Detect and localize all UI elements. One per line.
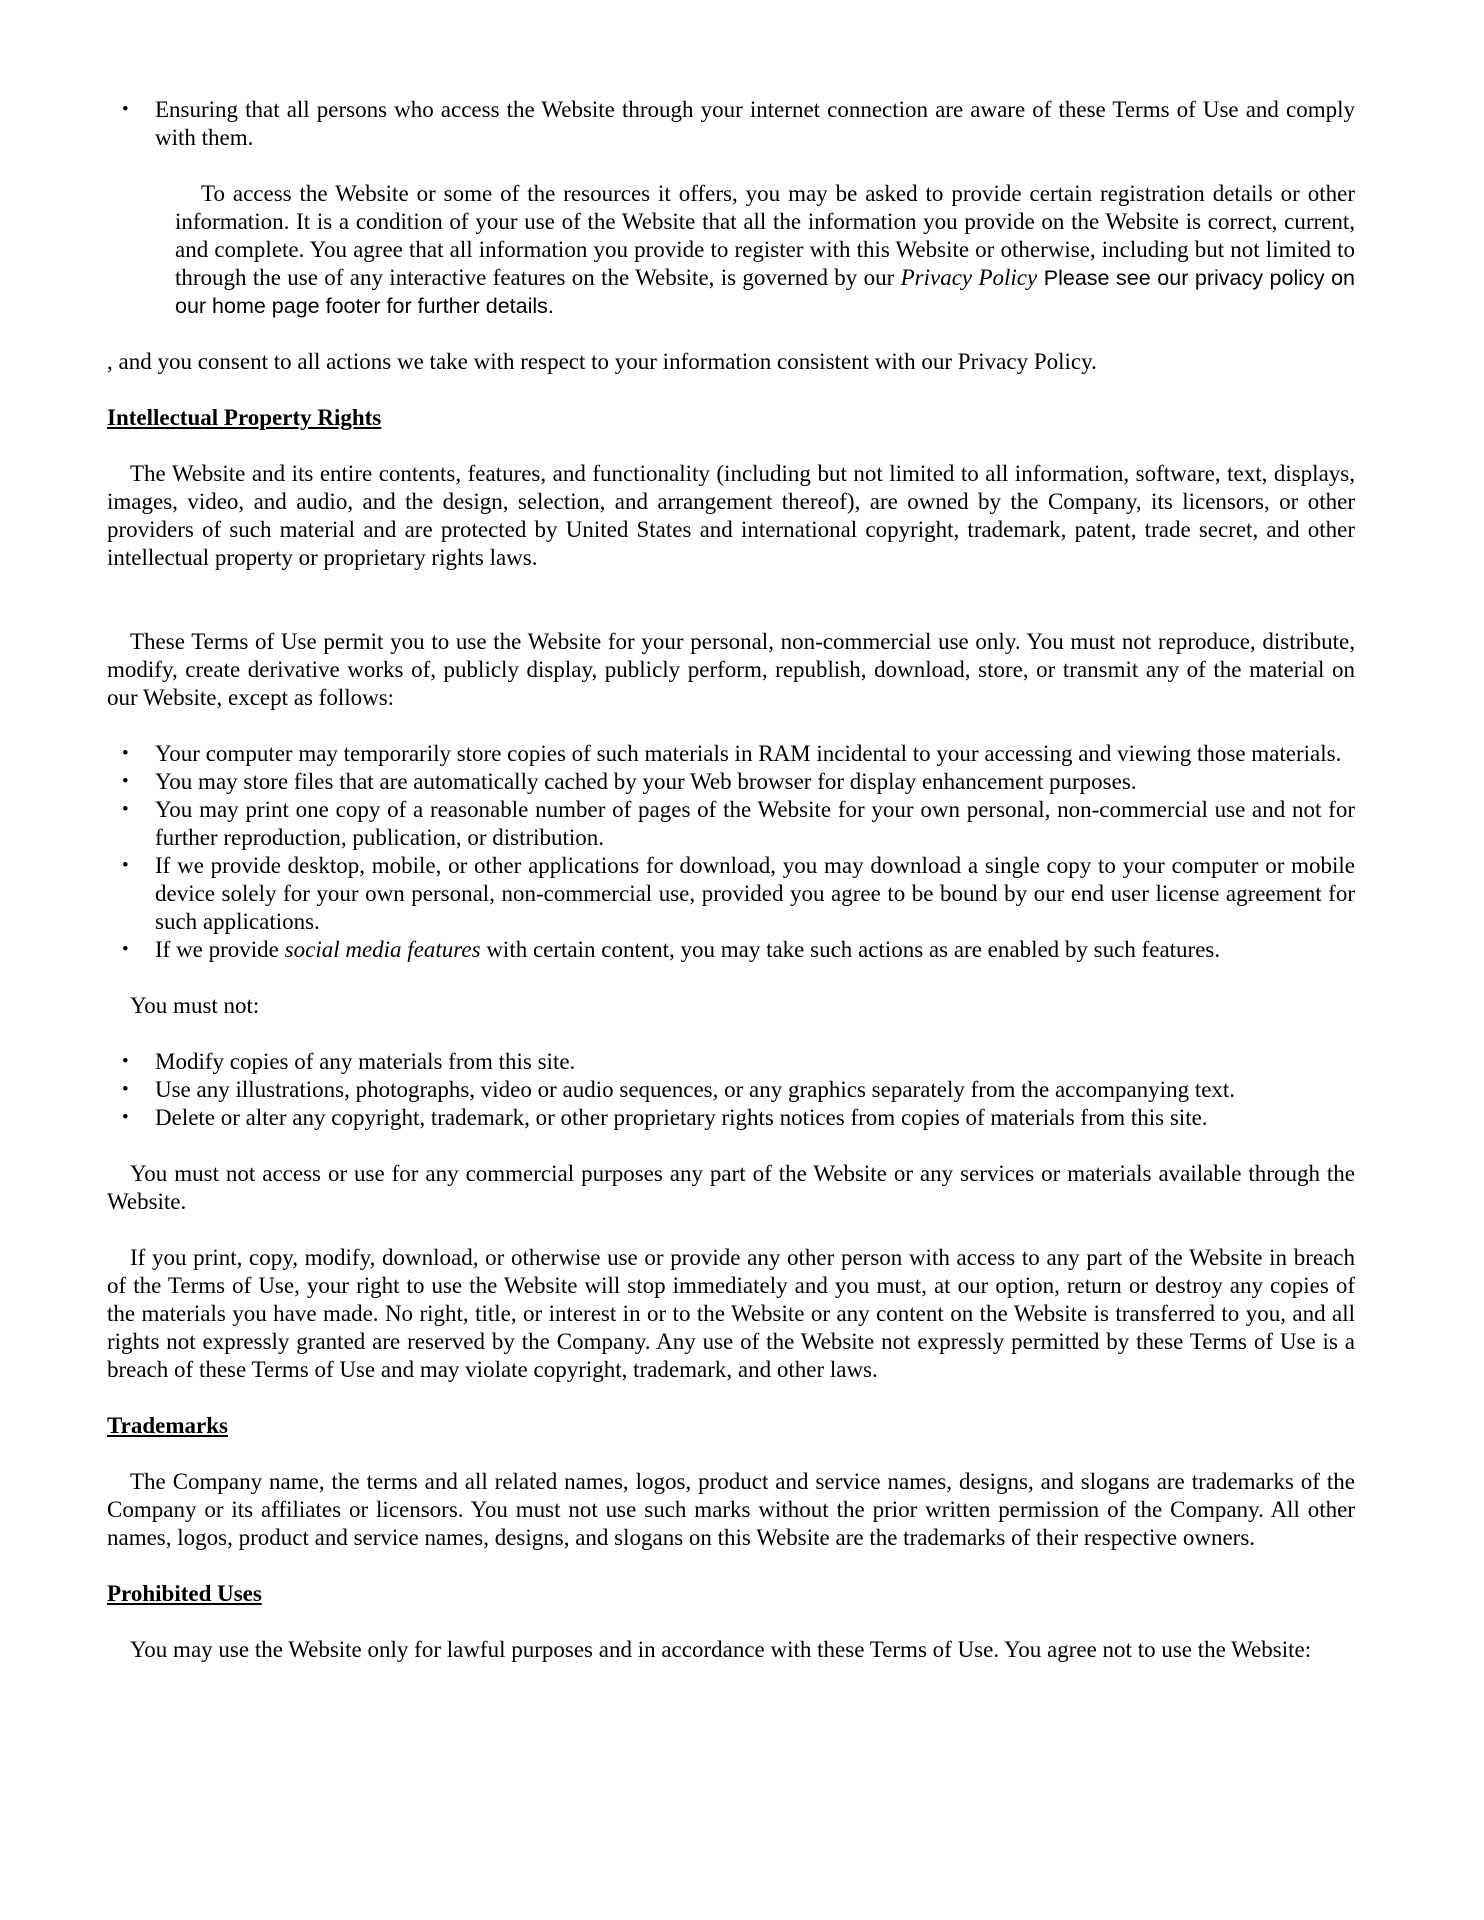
heading-prohibited-uses: Prohibited Uses (107, 1581, 262, 1606)
privacy-policy-italic: Privacy Policy (900, 265, 1038, 290)
registration-text: To access the Website or some of the resources it offers, you may be asked to provide certain registration details or other information. It is a condition of your use of the Website that all the information you provide on the Website is correct, current, and complete. You agree that all information you provide to register with this Website or otherwise, including but not limited to through the use of any interactive features on the Website, is governed by our (175, 181, 1355, 290)
list-item (107, 768, 1355, 796)
heading-trademarks: Trademarks (107, 1413, 228, 1438)
privacy-policy-note: Please see our privacy policy on our home page footer for further details. (175, 266, 1355, 318)
commercial-use-paragraph: You must not access or use for any commercial purposes any part of the Website or any services or materials available through the Website. (107, 1161, 1355, 1214)
breach-consequences-paragraph: If you print, copy, modify, download, or otherwise use or provide any other person with access to any part of the Website in breach of the Terms of Use, your right to use the Website will stop immediately and you must, at our option, return or destroy any copies of the materials you have made. No right, title, or interest in or to the Website or any content on the Website is transferred to you, and all rights not expressly granted are reserved by the Company. Any use of the Website not expressly permitted by these Terms of Use is a breach of these Terms of Use and may violate copyright, trademark, and other laws. (107, 1245, 1355, 1382)
consent-paragraph: , and you consent to all actions we take with respect to your information consistent with our Privacy Policy. (107, 349, 1097, 374)
ipr-paragraph-permitted-use: These Terms of Use permit you to use the Website for your personal, non-commercial use only. You must not reproduce, distribute, modify, create derivative works of, publicly display, publicly perform, republish, download, store, or transmit any of the material on our Website, except as follows: (107, 629, 1355, 710)
ipr-paragraph-ownership: The Website and its entire contents, features, and functionality (including but not limited to all information, software, text, displays, images, video, and audio, and the design, selection, and arrangement thereof), are owned by the Company, its licensors, or other providers of such material and are protected by United States and international copyright, trademark, patent, trade secret, and other intellectual property or proprietary rights laws. (107, 461, 1355, 570)
must-not-list (107, 1048, 1355, 1132)
list-item (107, 1048, 1355, 1076)
list-item (107, 852, 1355, 936)
permitted-uses-list (107, 740, 1355, 964)
list-item (107, 1076, 1355, 1104)
social-media-features-italic: social media features (284, 937, 481, 962)
list-item (107, 740, 1355, 768)
prohibited-uses-paragraph: You may use the Website only for lawful purposes and in accordance with these Terms of Use. You agree not to use the Website: (130, 1637, 1312, 1662)
bullet-text: Delete or alter any copyright, trademark, or other proprietary rights notices from copies of materials from this site. (155, 1105, 1208, 1130)
must-not-intro-paragraph: You must not: (130, 993, 260, 1018)
bullet-text: with certain content, you may take such actions as are enabled by such features. (480, 937, 1221, 962)
bullet-text: Your computer may temporarily store copies of such materials in RAM incidental to your accessing and viewing those materials. (155, 741, 1342, 766)
registration-paragraph (175, 180, 1355, 320)
bullet-text: Use any illustrations, photographs, video or audio sequences, or any graphics separately from the accompanying text. (155, 1077, 1236, 1102)
list-item (107, 796, 1355, 852)
list-item (107, 96, 1355, 152)
bullet-text: Modify copies of any materials from this site. (155, 1049, 576, 1074)
bullet-text: If we provide (155, 937, 285, 962)
bullet-text: You may store files that are automatically cached by your Web browser for display enhancement purposes. (155, 769, 1137, 794)
bullet-text: Ensuring that all persons who access the Website through your internet connection are aware of these Terms of Use and comply with them. (155, 97, 1355, 150)
heading-intellectual-property-rights: Intellectual Property Rights (107, 405, 382, 430)
bullet-text: You may print one copy of a reasonable number of pages of the Website for your own personal, non-commercial use and not for further reproduction, publication, or distribution. (155, 797, 1355, 850)
trademarks-paragraph: The Company name, the terms and all related names, logos, product and service names, designs, and slogans are trademarks of the Company or its affiliates or licensors. You must not use such marks without the prior written permission of the Company. All other names, logos, product and service names, designs, and slogans on this Website are the trademarks of their respective owners. (107, 1469, 1355, 1550)
intro-bullet-list (107, 96, 1355, 152)
bullet-text: If we provide desktop, mobile, or other applications for download, you may download a single copy to your computer or mobile device solely for your own personal, non-commercial use, provided you agree to be bound by our end user license agreement for such applications. (155, 853, 1355, 934)
list-item (107, 1104, 1355, 1132)
list-item (107, 936, 1355, 964)
